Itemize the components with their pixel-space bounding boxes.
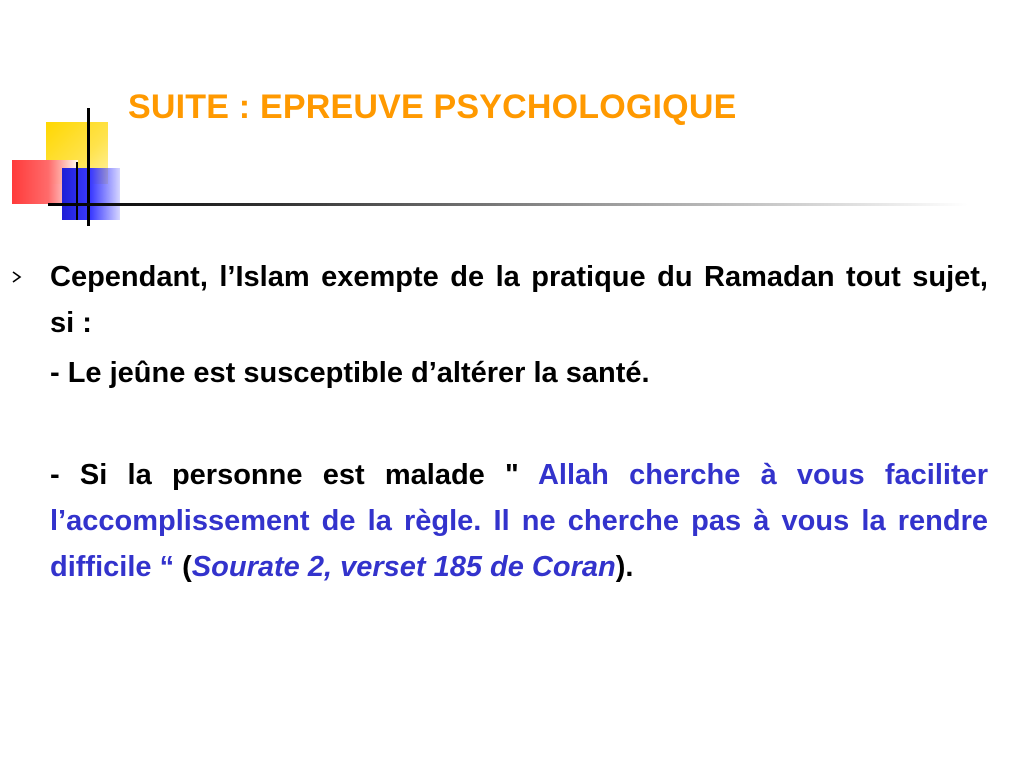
paren-open: ( (174, 551, 192, 583)
title-underline (48, 203, 968, 206)
slide-body (50, 254, 988, 590)
vertical-line-decoration (87, 108, 90, 226)
quran-reference: Sourate 2, verset 185 de Coran (191, 551, 616, 583)
slide-title: SUITE : EPREUVE PSYCHOLOGIQUE (128, 88, 737, 126)
arrow-bullet-icon (12, 271, 22, 283)
condition-health: - Le jeûne est susceptible d’altérer la santé. (50, 357, 650, 389)
vertical-line-decoration-2 (76, 162, 78, 220)
condition-illness-prefix: - Si la personne est malade " (50, 459, 538, 491)
condition-illness (50, 452, 988, 590)
bullet-text: Cependant, l’Islam exempte de la pratique du Ramadan tout sujet, si : (50, 261, 988, 339)
paren-close: ). (615, 551, 634, 583)
quran-quote: Allah cherche à vous faciliter l’accomplissement de la règle. Il ne cherche pas à vous la rendre difficile “ (50, 459, 989, 583)
blue-square-decoration (62, 168, 120, 220)
